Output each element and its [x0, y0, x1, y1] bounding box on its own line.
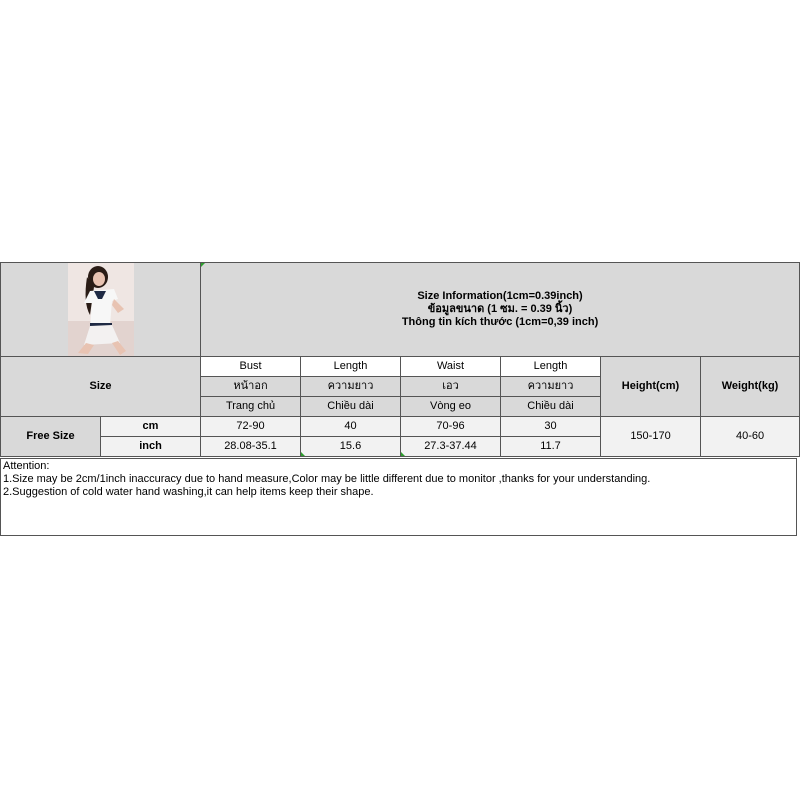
waist-inch: [401, 437, 501, 457]
photo-cell: [1, 263, 201, 357]
unit-cm-label: cm: [101, 417, 201, 437]
length2-cm: 30: [501, 417, 601, 437]
size-table: [0, 262, 800, 457]
waist-inch-value: 27.3-37.44: [424, 440, 477, 452]
unit-inch-label: inch: [101, 437, 201, 457]
col-length-en: Length: [301, 357, 401, 377]
size-name: Free Size: [1, 417, 101, 457]
cell-marker-icon: [301, 452, 305, 456]
cell-marker-icon: [201, 263, 205, 267]
weight-value: 40-60: [701, 417, 800, 457]
size-info-title-vi: Thông tin kích thước (1cm=0,39 inch): [401, 316, 599, 328]
col-length-vi: Chiều dài: [301, 397, 401, 417]
bust-cm: 72-90: [201, 417, 301, 437]
attention-notes: [0, 458, 797, 536]
col-waist-th: เอว: [401, 377, 501, 397]
col-length2-th: ความยาว: [501, 377, 601, 397]
size-info-header: [201, 263, 800, 357]
length-inch-value: 15.6: [339, 440, 362, 452]
col-waist-en: Waist: [401, 357, 501, 377]
height-value: 150-170: [601, 417, 701, 457]
cell-marker-icon: [401, 452, 405, 456]
weight-header: Weight(kg): [701, 357, 800, 417]
col-length-th: ความยาว: [301, 377, 401, 397]
model-photo-icon: [68, 263, 134, 356]
attention-line-2: 2.Suggestion of cold water hand washing,it can help items keep their shape.: [3, 486, 374, 498]
size-chart: [0, 262, 800, 538]
waist-cm: 70-96: [401, 417, 501, 437]
attention-title: Attention:: [3, 460, 50, 472]
length-inch: [301, 437, 401, 457]
size-info-title-en: Size Information(1cm=0.39inch): [417, 290, 583, 302]
col-bust-th: หน้าอก: [201, 377, 301, 397]
height-header: Height(cm): [601, 357, 701, 417]
bust-inch: 28.08-35.1: [201, 437, 301, 457]
col-length2-en: Length: [501, 357, 601, 377]
col-bust-en: Bust: [201, 357, 301, 377]
size-label: Size: [1, 357, 201, 417]
size-info-title-th: ข้อมูลขนาด (1 ซม. = 0.39 นิ้ว): [427, 303, 573, 315]
col-length2-vi: Chiều dài: [501, 397, 601, 417]
col-waist-vi: Vòng eo: [401, 397, 501, 417]
length-cm: 40: [301, 417, 401, 437]
col-bust-vi: Trang chủ: [201, 397, 301, 417]
length2-inch: 11.7: [501, 437, 601, 457]
attention-line-1: 1.Size may be 2cm/1inch inaccuracy due to hand measure,Color may be little different due to monitor ,thanks for your understanding.: [3, 473, 651, 485]
